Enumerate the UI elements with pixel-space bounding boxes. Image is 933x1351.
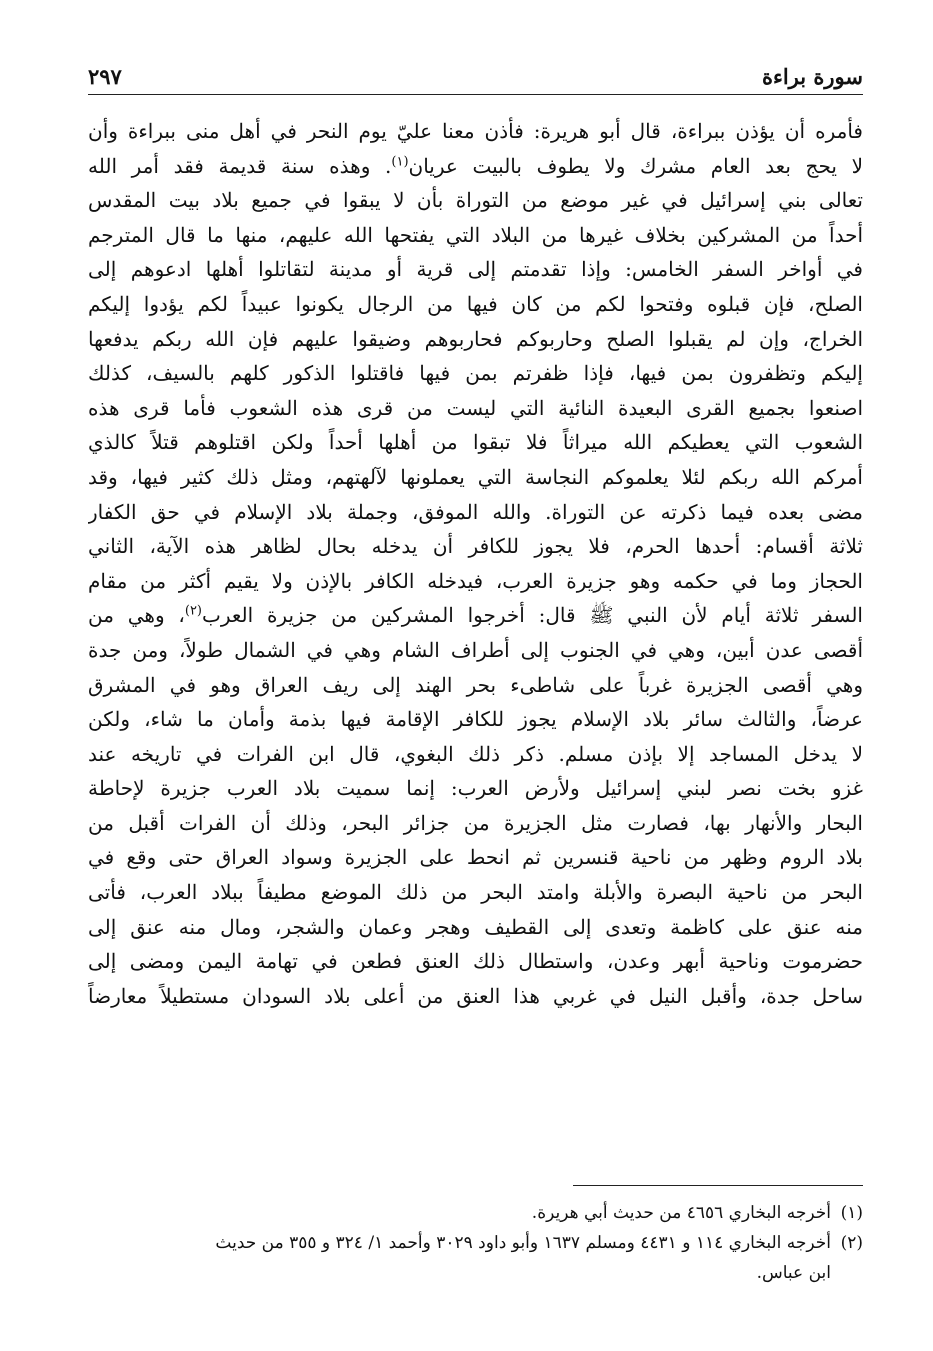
text-line: الصلح، فإن قبلوه وفتحوا لكم من كان فيها من الرجال يكونوا عبيداً لكم يؤدوا إليكم [88, 291, 863, 316]
text-line: ثلاثة أقسام: أحدها الحرم، فلا يجوز للكافر أن يدخله بحال لظاهر هذه الآية، الثاني [88, 534, 863, 559]
text-line: السفر ثلاثة أيام لأن النبي ﷺ قال: أخرجوا المشركين من جزيرة العرب$^{(٢)}$، وهي من [88, 603, 863, 628]
text-line: عرضاً، والثالث سائر بلاد الإسلام يجوز للكافر الإقامة فيها بذمة وأمان ما شاء، ولكن [88, 707, 863, 732]
footnote-mark[interactable]: (١) [391, 153, 409, 169]
footnote-mark[interactable]: (٢) [184, 603, 202, 619]
text-line: لا يحج بعد العام مشرك ولا يطوف بالبيت عريان$^{(١)}$. وهذه سنة قديمة فقد أمر الله [88, 153, 863, 178]
footnote-item [88, 1228, 863, 1258]
footnote-item [88, 1198, 863, 1228]
text-line: البحر من ناحية البصرة والأبلة وامتد البحر من ذلك الموضع مطيفاً ببلاد العرب، فأتى [88, 880, 863, 905]
page-number: ٢٩٧ [88, 64, 122, 89]
text-line: منه عنق على كاظمة وتعدى إلى القطيف وهجر وعمان والشجر، ومال منه عنق إلى [88, 914, 863, 939]
text-line: حضرموت وناحية أبهر وعدن، واستطال ذلك العنق فطعن في تهامة اليمن ومضى إلى [88, 949, 863, 974]
page-header [88, 60, 863, 95]
footnote-text: أخرجه البخاري ٤٦٥٦ من حديث أبي هريرة. [531, 1203, 831, 1223]
text-line: أقصى عدن أبين، وهي في الجنوب إلى أطراف الشام وهي في الشمال طولاً، ومن جدة [88, 637, 863, 662]
text-line: وهي أقصى الجزيرة غرباً على شاطىء بحر الهند إلى ريف العراق وهو في المشرق [88, 672, 863, 697]
text-line: إليكم وتظفرون بمن فيها، فإذا ظفرتم بمن فيها فاقتلوا الذكور كلهم بالسيف، كذلك [88, 361, 863, 386]
footnote-text: ابن عباس. [756, 1263, 831, 1283]
text-line: فأمره أن يؤذن ببراءة، قال أبو هريرة: فأذن معنا عليّ يوم النحر في أهل منى ببراءة وأن [88, 119, 863, 143]
main-text [88, 114, 863, 1013]
footnote-number: (٢) [840, 1233, 863, 1253]
footnote-text: أخرجه البخاري ١١٤ و ٤٤٣١ ومسلم ١٦٣٧ وأبو داود ٣٠٢٩ وأحمد ١/ ٣٢٤ و ٣٥٥ من حديث [215, 1233, 831, 1253]
text-line: اصنعوا بجميع القرى البعيدة النائية التي ليست من قرى هذه الشعوب فأما قرى هذه [88, 395, 863, 420]
text-line: أمركم الله ربكم لئلا يعلموكم النجاسة التي يعملونها لآلهتهم، ومثل ذلك كثير فيها، وقد [88, 464, 863, 489]
text-line: بلاد الروم وظهر من ناحية قنسرين ثم انحط على الجزيرة وسواد العراق حتى وقع في [88, 845, 863, 870]
footnote-number [831, 1258, 863, 1288]
text-line: لا يدخل المساجد إلا بإذن مسلم. ذكر ذلك البغوي، قال ابن الفرات في تاريخه عند [88, 741, 863, 766]
text-line: في أواخر السفر الخامس: وإذا تقدمتم إلى قرية أو مدينة لتقاتلوا أهلها ادعوهم إلى [88, 257, 863, 282]
surah-title: سورة براءة [761, 64, 863, 89]
footnote-number: (١) [840, 1203, 863, 1223]
footnotes [88, 1198, 863, 1288]
text-line: غزو بخت نصر لبني إسرائيل ولأرض العرب: إنما سميت بلاد العرب جزيرة لإحاطة [88, 776, 863, 801]
text-line: البحار والأنهار بها، فصارت مثل الجزيرة من جزائر البحر، وذلك أن الفرات أقبل من [88, 810, 863, 835]
text-line: الخراج، وإن لم يقبلوا الصلح وحاربوكم فحاربوهم وضيقوا عليهم فإن الله ربكم يدفعها [88, 326, 863, 351]
text-line: ساحل جدة، وأقبل النيل في غربي هذا العنق من أعلى بلاد السودان مستطيلاً معارضاً [88, 983, 863, 1008]
text-line: تعالى بني إسرائيل في غير موضع من التوراة بأن لا يبقوا في جميع بلاد بيت المقدس [88, 188, 863, 213]
footnote-item [88, 1258, 863, 1288]
footnote-divider [573, 1185, 863, 1186]
text-line: مضى بعده فيما ذكرته عن التوراة. والله الموفق، وجملة بلاد الإسلام في حق الكفار [88, 499, 863, 524]
text-line: الشعوب التي يعطيكم الله ميراثاً فلا تبقوا من أهلها أحداً ولكن اقتلوهم قتلاً كالذي [88, 430, 863, 455]
text-line: أحداً من المشركين بخلاف غيرها من البلاد التي يفتحها الله عليهم، منها ما قال المترجم [88, 222, 863, 247]
text-line: الحجاز وما في حكمه وهو جزيرة العرب، فيدخله الكافر بالإذن ولا يقيم أكثر من مقام [88, 568, 863, 593]
